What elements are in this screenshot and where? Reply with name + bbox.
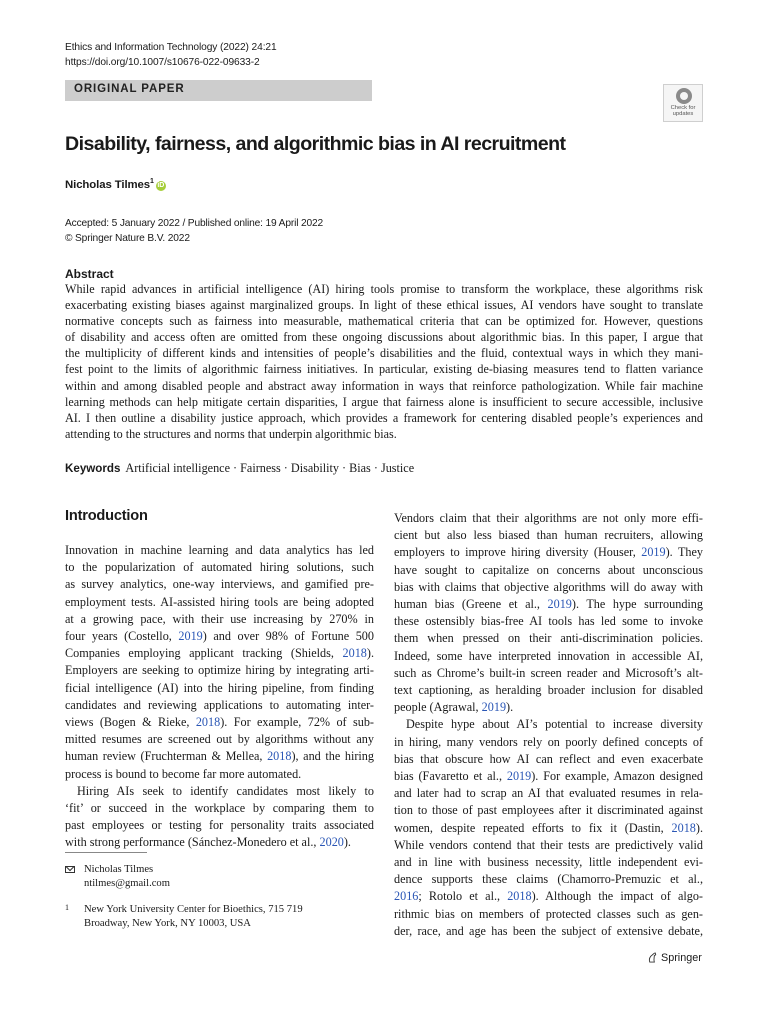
text-line xyxy=(65,783,374,800)
text-span: tion to those of past employees after it discriminated against xyxy=(394,803,703,818)
abstract-line: of disability and access often are omitted from these ongoing discussions about algorithmic bias. In this paper, I argue that xyxy=(65,330,703,345)
paper-type-banner xyxy=(65,80,372,101)
text-line xyxy=(394,751,703,768)
text-line xyxy=(394,579,703,596)
citation-link[interactable]: 2020 xyxy=(319,835,344,850)
text-span: process is bound to become far more automated. xyxy=(65,766,302,781)
text-span: rithmic bias on members of protected classes such as gen- xyxy=(394,906,703,921)
abstract-line: exacerbating existing biases against marginalized groups. In light of these ethical issues, AI vendors have sought to translate xyxy=(65,298,703,313)
text-line xyxy=(394,871,703,888)
text-line xyxy=(394,888,703,905)
text-span: cient but also less biased than human recruiters, allowing xyxy=(394,528,703,543)
text-line xyxy=(394,682,703,699)
text-span: ). The hype surrounding xyxy=(571,597,703,612)
text-span: and later had to scrap an AI that evaluated resumes in rela- xyxy=(394,786,703,801)
text-span: ficial intelligence (AI) into the hiring pipeline, from finding xyxy=(65,680,374,695)
text-span: such as Chrome’s built-in screen reader and Microsoft’s alt- xyxy=(394,665,703,680)
publisher-logo xyxy=(647,952,702,964)
text-span: views (Bogen & Rieke, xyxy=(65,715,196,730)
text-span: human bias (Greene et al., xyxy=(394,597,548,612)
text-line xyxy=(394,613,703,630)
text-span: ). xyxy=(506,700,514,715)
paper-title: Disability, fairness, and algorithmic bias in AI recruitment xyxy=(65,133,566,155)
text-line xyxy=(65,559,374,576)
text-span: women, despite repeated efforts to fix it (Dastin, xyxy=(394,820,672,835)
text-line xyxy=(394,596,703,613)
text-span: ). xyxy=(366,646,374,661)
keywords-list: Artificial intelligence · Fairness · Disability · Bias · Justice xyxy=(125,461,415,475)
text-line xyxy=(65,645,374,662)
citation-link[interactable]: 2019 xyxy=(547,597,572,612)
text-line xyxy=(65,611,374,628)
text-span: employment tests. AI-assisted hiring tools are being adopted xyxy=(65,594,374,609)
journal-citation: Ethics and Information Technology (2022) 24:21 xyxy=(65,42,277,53)
introduction-heading: Introduction xyxy=(65,508,148,524)
text-span: bias that obscure how AI can reflect and even exacerbate xyxy=(394,751,703,766)
text-span: ) and over 98% of Fortune 500 xyxy=(202,629,374,644)
text-span: in hiring, many vendors rely on poorly defined concepts of xyxy=(394,734,703,749)
citation-link[interactable]: 2016 xyxy=(394,889,419,904)
text-line xyxy=(65,817,374,834)
check-for-updates-line1: Check for xyxy=(670,105,696,111)
citation-link[interactable]: 2018 xyxy=(267,749,292,764)
text-line xyxy=(65,697,374,714)
text-span: these ostensibly bias-free AI tools has led some to invoke xyxy=(394,614,703,629)
corresponding-author-name: Nicholas Tilmes xyxy=(84,864,154,875)
text-span: While vendors contend that their tests are predictively valid xyxy=(394,837,703,852)
text-line xyxy=(394,802,703,819)
text-line xyxy=(394,906,703,923)
check-for-updates-text xyxy=(664,105,702,118)
text-span: human review (Fruchterman & Mellea, xyxy=(65,749,268,764)
text-line xyxy=(394,544,703,561)
text-span: them when pressed on their anti-discrimination policies. xyxy=(394,631,703,646)
text-line xyxy=(394,837,703,854)
abstract-body xyxy=(65,281,703,442)
text-span: four years (Costello, xyxy=(65,629,179,644)
text-line xyxy=(65,542,374,559)
text-span: Indeed, some have interpreted innovation in accessible AI, xyxy=(394,648,703,663)
text-line xyxy=(394,630,703,647)
envelope-icon xyxy=(65,866,75,873)
text-line xyxy=(65,766,374,783)
text-span: mitted resumes are screened out by algorithms without any xyxy=(65,732,374,747)
text-span: Hiring AIs seek to identify candidates most likely to xyxy=(77,783,374,798)
journal-header xyxy=(65,40,277,70)
abstract-line: within and among disabled people and abstract away information in ways that reinforce pathologization. While fair machine xyxy=(65,378,703,393)
text-line xyxy=(394,527,703,544)
text-line xyxy=(394,768,703,785)
text-span: ). For example, 72% of sub- xyxy=(220,715,374,730)
introduction-left-column xyxy=(65,542,374,852)
abstract-line: fest point to the limits of algorithmic fairness initiatives. In particular, existing de-biasing measures tend to flatten variance xyxy=(65,362,703,377)
text-span: ). xyxy=(695,820,703,835)
springer-horse-icon xyxy=(647,952,658,963)
abstract-line: the multiplicity of different kinds and intensities of people’s disabilities and the fluid, contextual ways in which they mani- xyxy=(65,346,703,361)
affiliation-line2: Broadway, New York, NY 10003, USA xyxy=(84,917,251,929)
affiliation-line1: New York University Center for Bioethics, 715 719 xyxy=(84,904,303,915)
corresponding-author-email[interactable]: ntilmes@gmail.com xyxy=(84,877,170,889)
text-line xyxy=(394,820,703,837)
text-line xyxy=(65,594,374,611)
text-span: der, race, and age has been the subject of extensive debate, xyxy=(394,923,703,938)
text-span: candidates and reviewing applications to automating inter- xyxy=(65,697,374,712)
introduction-right-column xyxy=(394,510,703,940)
text-line xyxy=(394,665,703,682)
text-line xyxy=(394,699,703,716)
abstract-line: AI. I then outline a disability justice approach, which provides a framework for centering disabled people’s experiences and xyxy=(65,410,703,425)
abstract-line: learning methods can help mitigate certain disparities, I argue that fairness alone is insufficient to secure accessible, inclusive xyxy=(65,394,703,409)
text-line xyxy=(65,834,374,851)
abstract-line: attending to the structures and norms that underpin algorithmic bias. xyxy=(65,426,397,441)
text-span: ), and the hiring xyxy=(291,749,374,764)
text-line xyxy=(65,731,374,748)
orcid-icon[interactable]: iD xyxy=(157,181,165,189)
affiliation-mark: 1 xyxy=(150,178,154,185)
text-span: ). xyxy=(343,835,351,850)
text-span: employers to improve hiring diversity (Houser, xyxy=(394,545,642,560)
text-line xyxy=(65,748,374,765)
footnote-rule xyxy=(65,852,147,853)
abstract-line: While rapid advances in artificial intelligence (AI) hiring tools promise to transform the workplace, these algorithms risk xyxy=(65,282,703,296)
abstract-line: normative concepts such as fairness into measurable, mathematical criteria that can be optimized for. However, questions xyxy=(65,314,703,329)
text-span: ‘fit’ or succeed in the workplace by comparing them to xyxy=(65,801,374,816)
publisher-name: Springer xyxy=(661,952,702,964)
text-span: dence supports these claims (Chamorro-Premuzic et al., xyxy=(394,872,703,887)
text-span: as survey analytics, one-way interviews, and gamified pre- xyxy=(65,577,374,592)
text-span: Vendors claim that their algorithms are not only more effi- xyxy=(394,511,703,525)
text-line xyxy=(394,716,703,733)
text-span: ; Rotolo et al., xyxy=(418,889,508,904)
check-for-updates-line2: updates xyxy=(672,111,694,118)
text-span: to the popularization of automated hiring solutions, such xyxy=(65,560,374,575)
affiliation-number: 1 xyxy=(65,903,69,912)
text-line xyxy=(394,923,703,940)
citation-link[interactable]: 2019 xyxy=(178,629,203,644)
text-span: bias with claims that objective algorithms will do away with xyxy=(394,579,703,594)
text-span: Innovation in machine learning and data analytics has led xyxy=(65,543,374,557)
citation-link[interactable]: 2019 xyxy=(641,545,666,560)
check-for-updates-icon xyxy=(676,88,692,104)
citation-link[interactable]: 2018 xyxy=(671,820,696,835)
text-line xyxy=(65,680,374,697)
keywords-line xyxy=(65,461,414,476)
text-line xyxy=(394,562,703,579)
citation-link[interactable]: 2019 xyxy=(506,769,532,784)
keywords-label: Keywords xyxy=(65,462,121,475)
text-line xyxy=(65,662,374,679)
text-span: ). They xyxy=(665,545,703,560)
text-span: at a growing pace, with their use increasing by 270% in xyxy=(65,611,374,626)
text-span: have sought to capitalize on concerns about unconscious xyxy=(394,562,703,577)
citation-link[interactable]: 2018 xyxy=(195,715,221,730)
citation-link[interactable]: 2018 xyxy=(507,889,532,904)
text-span: Despite hype about AI’s potential to increase diversity xyxy=(406,717,703,732)
text-span: past employees or testing for personality traits associated xyxy=(65,818,374,833)
text-line xyxy=(65,576,374,593)
text-line xyxy=(65,800,374,817)
abstract-heading: Abstract xyxy=(65,267,114,281)
citation-link[interactable]: 2018 xyxy=(342,646,367,661)
text-line xyxy=(394,648,703,665)
author-name[interactable]: Nicholas Tilmes xyxy=(65,178,151,191)
text-span: Companies employing applicant tracking (Shields, xyxy=(65,646,343,661)
text-line xyxy=(394,510,703,527)
text-span: and in line with business necessity, little independent evi- xyxy=(394,855,703,870)
copyright-notice: © Springer Nature B.V. 2022 xyxy=(65,232,190,244)
text-line xyxy=(394,854,703,871)
text-line xyxy=(394,785,703,802)
text-span: people (Agrawal, xyxy=(394,700,482,715)
text-line xyxy=(65,628,374,645)
text-span: ). For example, Amazon designed xyxy=(531,769,703,784)
text-span: ). Although the impact of algo- xyxy=(531,889,703,904)
text-span: text captioning, as heralding broader inclusion for disabled xyxy=(394,683,703,698)
author-line xyxy=(65,178,166,191)
text-line xyxy=(394,734,703,751)
paper-type-label: ORIGINAL PAPER xyxy=(74,83,185,95)
citation-link[interactable]: 2019 xyxy=(481,700,507,715)
text-span: bias (Favaretto et al., xyxy=(394,769,507,784)
publication-dates xyxy=(65,217,323,246)
accepted-published-dates: Accepted: 5 January 2022 / Published online: 19 April 2022 xyxy=(65,218,324,229)
text-span: Employers are seeking to optimize hiring by integrating arti- xyxy=(65,663,374,678)
check-for-updates-badge[interactable] xyxy=(663,84,703,122)
doi-link[interactable]: https://doi.org/10.1007/s10676-022-09633-2 xyxy=(65,57,260,68)
text-span: with strong performance (Sánchez-Monedero et al., xyxy=(65,835,320,850)
text-line xyxy=(65,714,374,731)
